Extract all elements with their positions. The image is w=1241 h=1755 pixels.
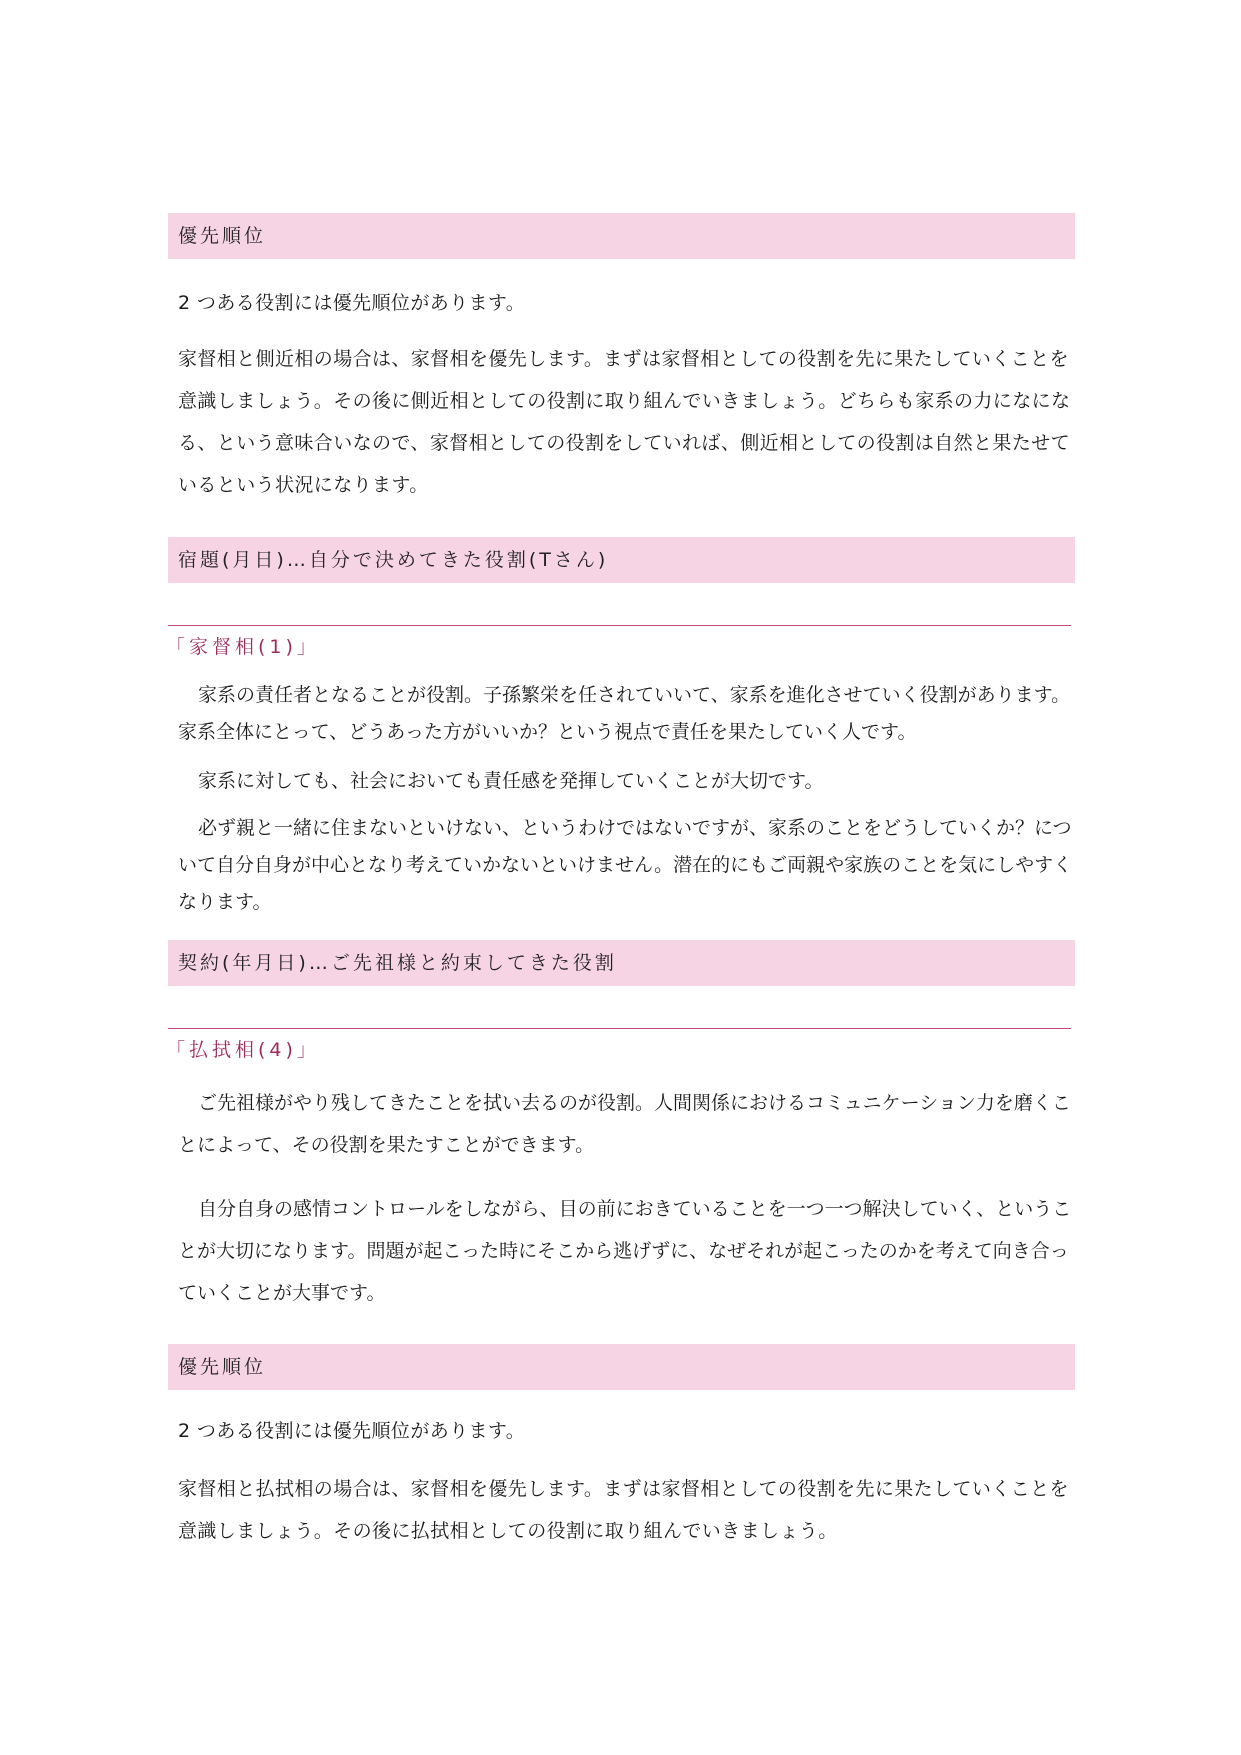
section-heading-text: 優先順位 xyxy=(178,1356,267,1378)
priority-2-intro: 2 つある役割には優先順位があります。 xyxy=(178,1420,526,1442)
priority-2-body: 家督相と払拭相の場合は、家督相を優先します。まずは家督相としての役割を先に果たしていくことを意識しましょう。その後に払拭相としての役割に取り組んでいきましょう。 xyxy=(178,1478,1069,1542)
priority-1-intro: 2 つある役割には優先順位があります。 xyxy=(178,292,526,314)
section-heading-priority-2 xyxy=(168,1344,1075,1390)
homework-para-1: 家系の責任者となることが役割。子孫繁栄を任されていいて、家系を進化させていく役割があります。家系全体にとって、どうあった方がいいか？という視点で責任を果たしていく人です。 xyxy=(178,684,1071,743)
section-heading-homework xyxy=(168,537,1075,583)
section-heading-text: 優先順位 xyxy=(178,225,267,247)
divider-rule xyxy=(168,625,1071,626)
contract-para-2: 自分自身の感情コントロールをしながら、目の前におきていることを一つ一つ解決していく、ということが大切になります。問題が起こった時にそこから逃げずに、なぜそれが起こったのかを考えて向き合っていくことが大事です。 xyxy=(178,1198,1072,1304)
homework-para-3: 必ず親と一緒に住まないといけない、というわけではないですが、家系のことをどうしていくか？について自分自身が中心となり考えていかないといけません。潜在的にもご両親や家族のことを気にしやすくなります。 xyxy=(178,817,1073,913)
divider-rule xyxy=(168,1028,1071,1029)
section-heading-text: 契約(年月日)…ご先祖様と約束してきた役割 xyxy=(178,952,617,974)
contract-para-1: ご先祖様がやり残してきたことを拭い去るのが役割。人間関係におけるコミュニケーション力を磨くことによって、その役割を果たすことができます。 xyxy=(178,1092,1071,1156)
priority-1-body: 家督相と側近相の場合は、家督相を優先します。まずは家督相としての役割を先に果たしていくことを意識しましょう。その後に側近相としての役割に取り組んでいきましょう。どちらも家系の力になになる、という意味合いなので、家督相としての役割をしていれば、側近相としての役割は自然と果たせているという状況になります。 xyxy=(178,348,1071,496)
section-heading-priority-1 xyxy=(168,213,1075,259)
homework-subheading: 「家督相(1)」 xyxy=(166,636,320,658)
section-heading-text: 宿題(月日)…自分で決めてきた役割(Tさん) xyxy=(178,549,609,571)
homework-para-2: 家系に対しても、社会においても責任感を発揮していくことが大切です。 xyxy=(198,770,824,792)
contract-subheading: 「払拭相(4)」 xyxy=(166,1039,320,1061)
section-heading-contract xyxy=(168,940,1075,986)
